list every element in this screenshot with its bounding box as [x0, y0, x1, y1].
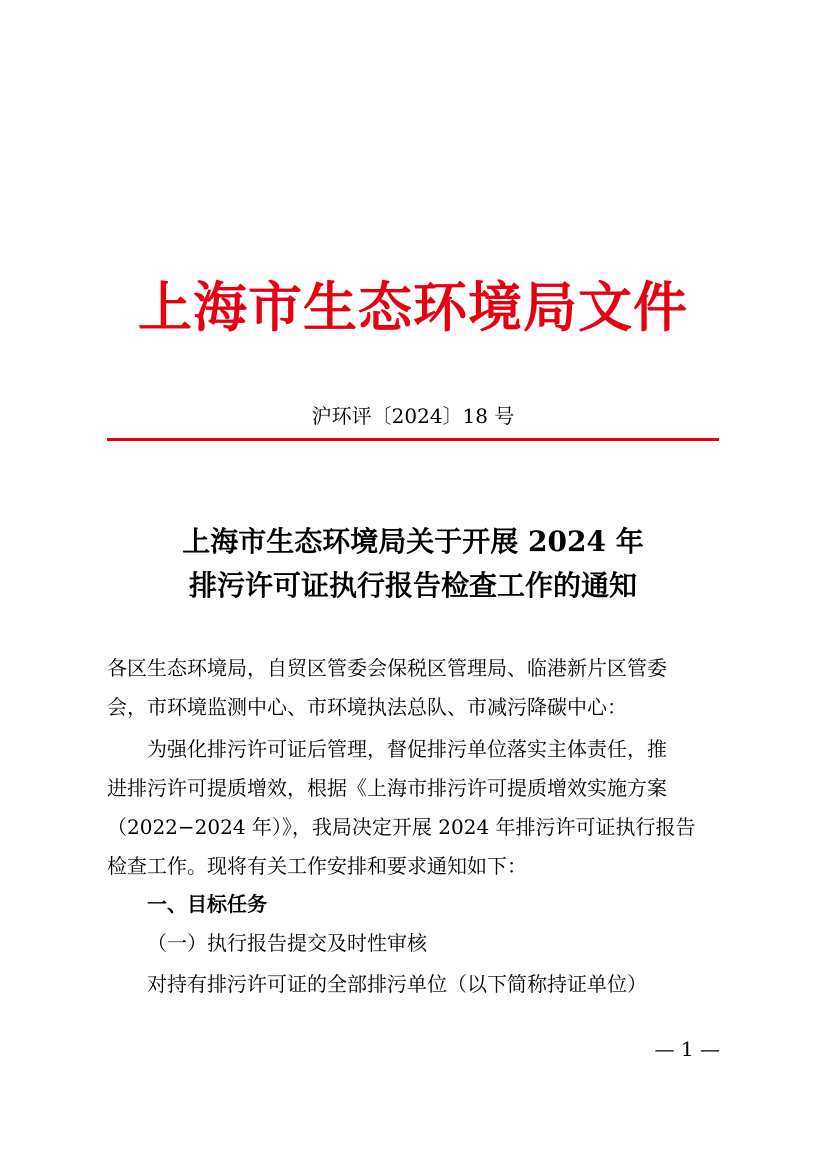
document-header-title: 上海市生态环境局文件 [138, 275, 688, 339]
paragraph-2-line-1: 对持有排污许可证的全部排污单位（以下简称持证单位） [147, 972, 647, 996]
page-number: — 1 — [654, 1037, 720, 1061]
section-1-heading: 一、目标任务 [147, 892, 267, 916]
paragraph-1-line-4: 检查工作。现将有关工作安排和要求通知如下： [107, 854, 527, 878]
red-divider-line [107, 438, 719, 441]
paragraph-1-line-2: 进排污许可提质增效，根据《上海市排污许可提质增效实施方案 [107, 776, 667, 800]
recipients-line-2: 会，市环境监测中心、市环境执法总队、市减污降碳中心： [107, 695, 627, 719]
notice-title-line-1: 上海市生态环境局关于开展 2024 年 [182, 525, 644, 558]
paragraph-1-line-1: 为强化排污许可证后管理，督促排污单位落实主体责任，推 [147, 737, 667, 761]
paragraph-1-line-3: （2022−2024 年）》，我局决定开展 2024 年排污许可证执行报告 [107, 815, 696, 839]
recipients-line-1: 各区生态环境局，自贸区管委会保税区管理局、临港新片区管委 [107, 656, 667, 680]
document-number: 沪环评〔2024〕18 号 [311, 404, 515, 428]
notice-title-line-2: 排污许可证执行报告检查工作的通知 [188, 569, 637, 602]
subsection-1-heading: （一）执行报告提交及时性审核 [147, 931, 427, 955]
